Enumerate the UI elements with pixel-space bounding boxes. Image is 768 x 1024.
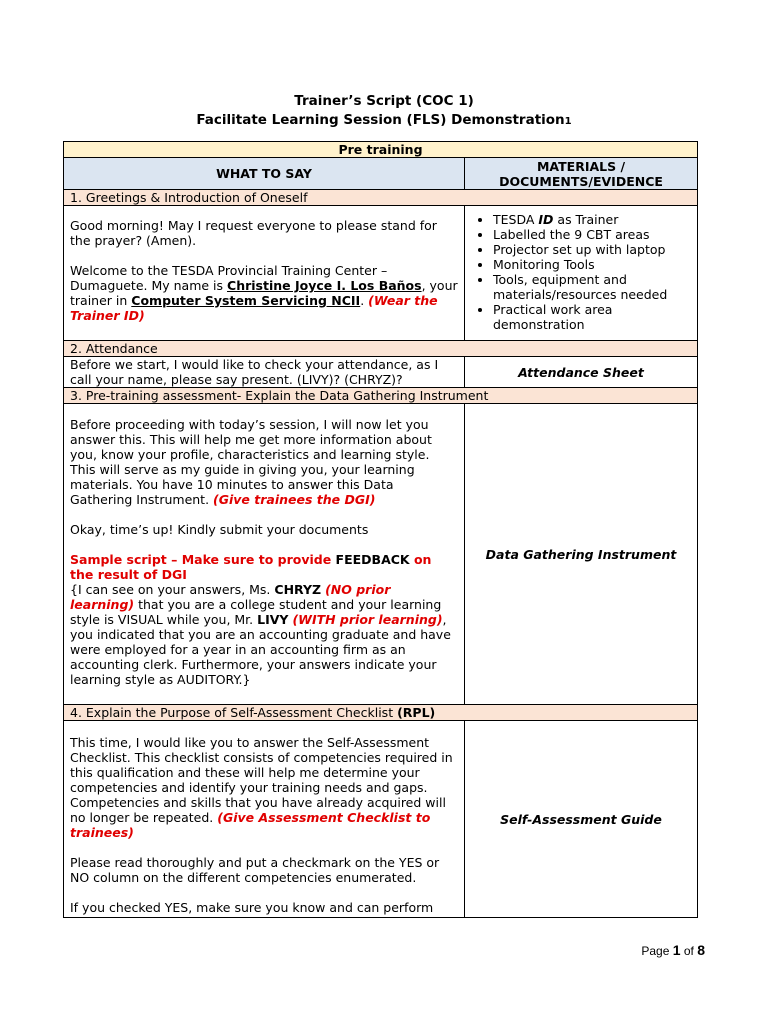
materials-greetings [465,206,698,341]
document-subtitle: Facilitate Learning Session (FLS) Demonstration1 [196,112,572,128]
material-attendance-sheet: Attendance Sheet [465,357,698,388]
material-self-assessment-guide: Self-Assessment Guide [465,721,698,918]
step-heading-pre-training-assessment: 3. Pre-training assessment- Explain the Data Gathering Instrument [64,388,698,404]
step-heading-self-assessment: 4. Explain the Purpose of Self-Assessment Checklist (RPL) [64,705,698,721]
list-item: • Monitoring Tools [493,257,691,272]
script-table [63,141,698,918]
list-item: • Practical work area demonstration [493,302,691,332]
materials-list [471,212,691,332]
script-greetings: Good morning! May I request everyone to please stand for the prayer? (Amen). Welcome to the TESDA Provincial Training Center – Dumaguete. My name is Christine Joyce I. Los Baños, your trainer in Computer System Servicing NCII. (Wear the Trainer ID) [64,206,465,341]
script-attendance: Before we start, I would like to check your attendance, as I call your name, please say present. (LIVY)? (CHRYZ)? [64,357,465,388]
footnote-marker: 1 [564,116,572,127]
list-item: • Tools, equipment and materials/resources needed [493,272,691,302]
column-header-materials: MATERIALS / DOCUMENTS/EVIDENCE [465,158,698,190]
script-self-assessment: This time, I would like you to answer the Self-Assessment Checklist. This checklist consists of competencies required in this qualification and these will help me determine your competencies and identify your training needs and gaps. Competencies and skills that you have already acquired will no longer be repeated. (Give Assessment Checklist to trainees) Please read thoroughly and put a checkmark on the YES or NO column on the different competencies enumerated. If you checked YES, make sure you know and can perform [64,721,465,918]
list-item: • TESDA ID as Trainer [493,212,691,227]
section-header-pre-training: Pre training [64,142,698,158]
column-header-what-to-say: WHAT TO SAY [64,158,465,190]
page-number: Page 1 of 8 [641,942,705,958]
script-pre-training-assessment: Before proceeding with today’s session, I will now let you answer this. This will help me get more information about you, know your profile, characteristics and learning style. This will serve as my guide in giving you, your learning materials. You have 10 minutes to answer this Data Gathering Instrument. (Give trainees the DGI) Okay, time’s up! Kindly submit your documents Sample script – Make sure to provide FEEDBACK on the result of DGI {I can see on your answers, Ms. CHRYZ (NO prior learning) that you are a college student and your learning style is VISUAL while you, Mr. LIVY (WITH prior learning), you indicated that you are an accounting graduate and have were employed for a year in an accounting firm as an accounting clerk. Furthermore, your answers indicate your learning style as AUDITORY.} [64,404,465,705]
document-title: Trainer’s Script (COC 1) [294,93,474,109]
material-data-gathering-instrument: Data Gathering Instrument [465,404,698,705]
step-heading-attendance: 2. Attendance [64,341,698,357]
list-item: • Projector set up with laptop [493,242,691,257]
step-heading-greetings: 1. Greetings & Introduction of Oneself [64,190,698,206]
list-item: • Labelled the 9 CBT areas [493,227,691,242]
